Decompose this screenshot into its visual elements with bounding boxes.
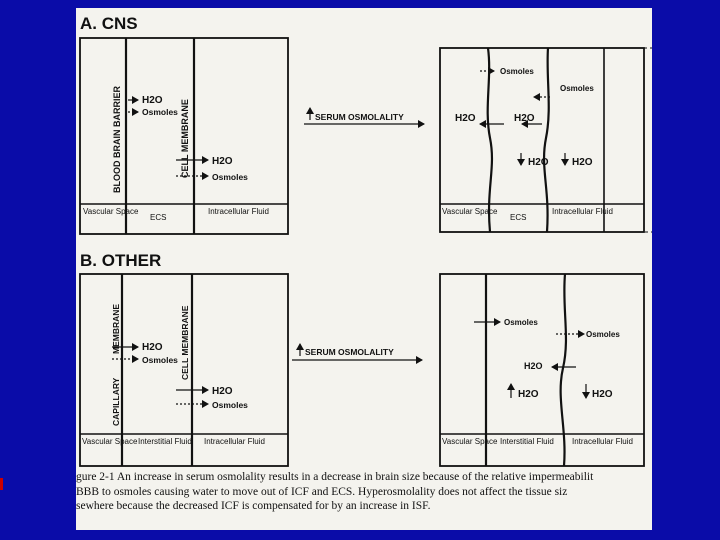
a-membrane-label: CELL MEMBRANE — [180, 99, 190, 178]
a-left-osmoles: Osmoles — [142, 107, 178, 117]
caption-line-3: sewhere because the decreased ICF is compensated for by an increase in ISF. — [76, 500, 431, 512]
b-right-water-up: H2O — [518, 389, 539, 400]
a-left-comp-icf: Intracellular Fluid — [208, 207, 269, 216]
b-serum-label: SERUM OSMOLALITY — [305, 347, 394, 357]
a-right-osmoles-right: Osmoles — [560, 84, 594, 93]
b-left-comp-vascular: Vascular Space — [82, 437, 138, 446]
a-right-comp-vascular: Vascular Space — [442, 207, 498, 216]
edge-mark — [0, 478, 3, 490]
b-right-comp-isf: Interstitial Fluid — [500, 437, 554, 446]
a-serum-label: SERUM OSMOLALITY — [315, 112, 404, 122]
a-barrier-label: BLOOD BRAIN BARRIER — [112, 86, 122, 193]
a-right-osmoles-top: Osmoles — [500, 67, 534, 76]
a-left-comp-ecs: ECS — [150, 213, 167, 222]
b-left-water-2: H2O — [212, 386, 233, 397]
a-left-water-2: H2O — [212, 156, 233, 167]
a-right-panel — [440, 48, 652, 232]
b-capillary-label: CAPILLARY — [111, 377, 121, 426]
a-right-water-icf: H2O — [572, 157, 593, 168]
b-right-water-down: H2O — [592, 389, 613, 400]
b-left-water: H2O — [142, 342, 163, 353]
a-left-osmoles-2: Osmoles — [212, 172, 248, 182]
b-right-arrows — [474, 322, 586, 398]
b-membrane-label-2: CELL MEMBRANE — [180, 305, 190, 380]
b-left-osmoles: Osmoles — [142, 355, 178, 365]
b-right-comp-icf: Intracellular Fluid — [572, 437, 633, 446]
b-right-osmoles-right: Osmoles — [586, 330, 620, 339]
a-right-water-left: H2O — [455, 113, 476, 124]
b-right-water-mid: H2O — [524, 361, 543, 371]
section-b-title: B. OTHER — [80, 251, 162, 270]
b-left-osmoles-2: Osmoles — [212, 400, 248, 410]
b-membrane-label-1: MEMBRANE — [111, 303, 121, 354]
figure-page — [76, 8, 652, 530]
figure-diagram — [76, 8, 652, 470]
a-right-water-mid: H2O — [514, 113, 535, 124]
section-a-title: A. CNS — [80, 14, 138, 33]
a-left-comp-vascular: Vascular Space — [83, 207, 139, 216]
b-left-comp-isf: Interstitial Fluid — [138, 437, 192, 446]
a-left-water: H2O — [142, 95, 163, 106]
b-right-osmoles-top: Osmoles — [504, 318, 538, 327]
caption-line-1: gure 2-1 An increase in serum osmolality results in a decrease in brain size because of the relative impermeabilit — [76, 471, 594, 483]
a-right-comp-ecs: ECS — [510, 213, 527, 222]
b-right-comp-vascular: Vascular Space — [442, 437, 498, 446]
a-right-water-ecs: H2O — [528, 157, 549, 168]
a-right-comp-icf: Intracellular Fluid — [552, 207, 613, 216]
caption-line-2: BBB to osmoles causing water to move out of ICF and ECS. Hyperosmolality does not affect the tissue siz — [76, 485, 568, 498]
figure-caption — [76, 470, 652, 514]
b-left-comp-icf: Intracellular Fluid — [204, 437, 265, 446]
